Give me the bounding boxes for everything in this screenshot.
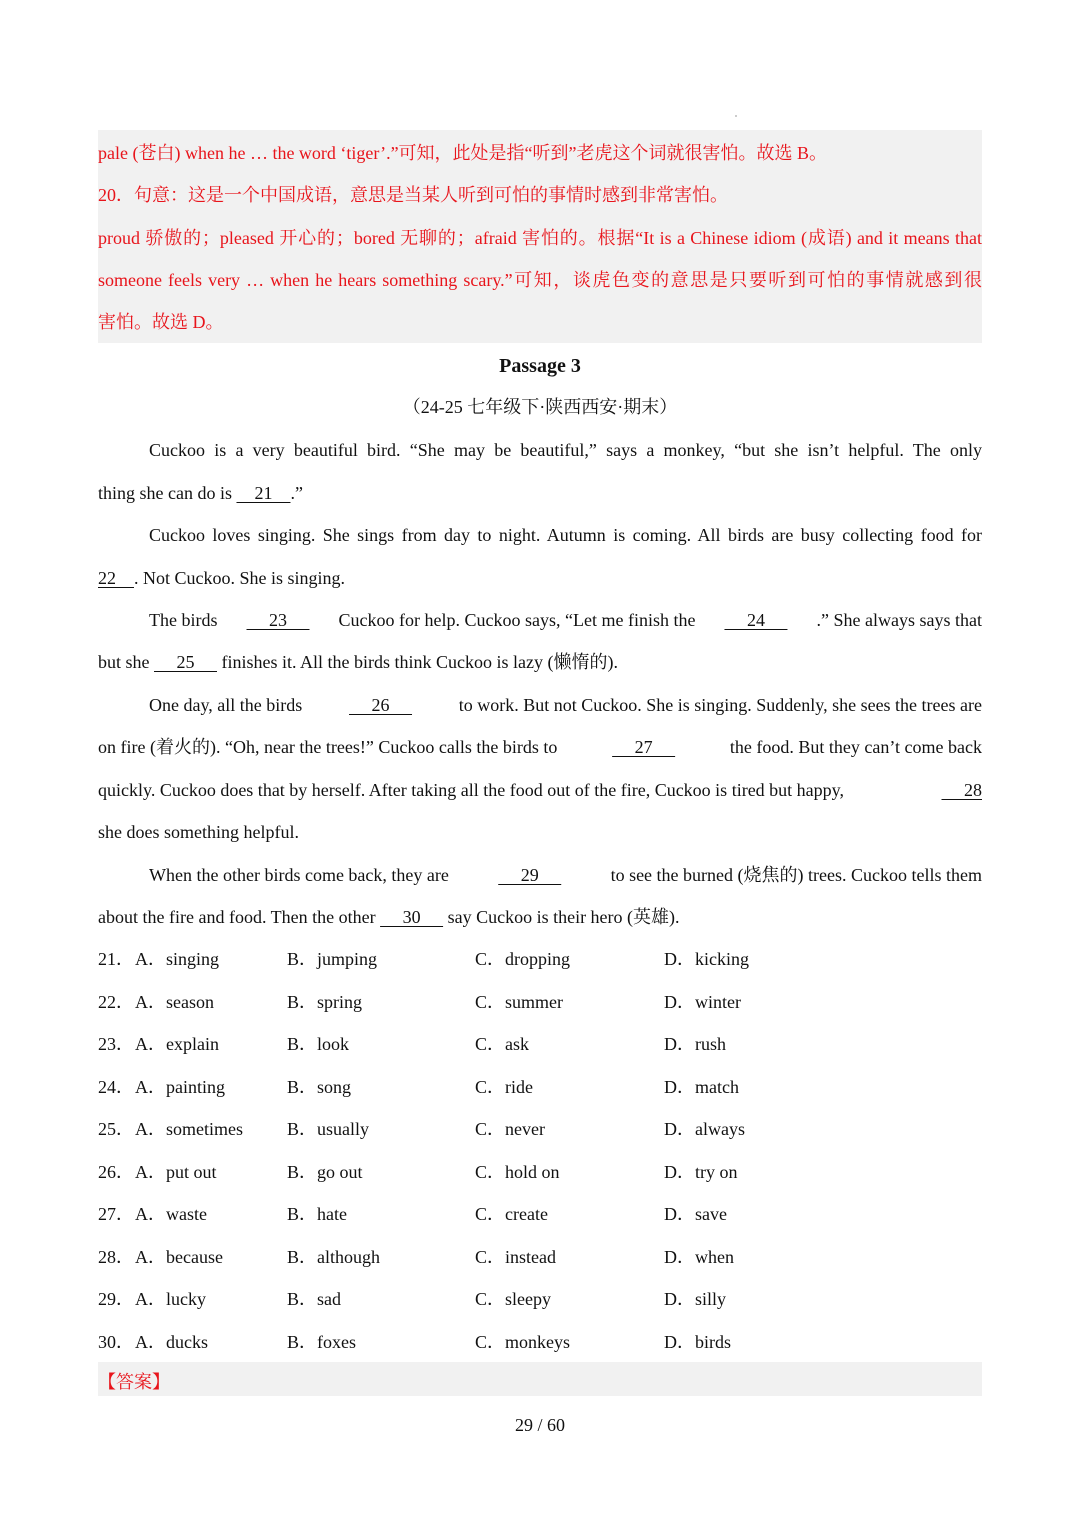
- blank-21: 21: [236, 483, 291, 503]
- option-a: A．season: [135, 992, 214, 1012]
- option-b: B．foxes: [287, 1332, 356, 1352]
- option-b: B．look: [287, 1034, 350, 1054]
- option-a: A．painting: [135, 1077, 225, 1097]
- passage-line: [149, 608, 982, 632]
- answer-label: 【答案】: [98, 1372, 170, 1392]
- question-row: [98, 947, 982, 971]
- question-number: 27．: [98, 1204, 134, 1224]
- option-a: A．lucky: [135, 1289, 206, 1309]
- option-b: B．hate: [287, 1204, 347, 1224]
- option-a: A．ducks: [135, 1332, 208, 1352]
- passage-line: [149, 863, 982, 887]
- option-d: D．silly: [664, 1289, 727, 1309]
- passage-text: When the other birds come back, they are: [149, 865, 449, 885]
- question-row: [98, 990, 982, 1014]
- option-b: B．go out: [287, 1162, 363, 1182]
- option-b: B．usually: [287, 1119, 370, 1139]
- passage-text: to work. But not Cuckoo. She is singing. Suddenly, she sees the trees are: [458, 695, 982, 715]
- option-d: D．rush: [664, 1034, 726, 1054]
- option-c: C．sleepy: [475, 1289, 551, 1309]
- option-a: A．sometimes: [135, 1119, 243, 1139]
- passage-text: The birds: [149, 610, 218, 630]
- analysis-line: 20．句意：这是一个中国成语，意思是当某人听到可怕的事情时感到非常害怕。: [98, 185, 728, 205]
- passage-line: Cuckoo loves singing. She sings from day to night. Autumn is coming. All birds are busy collecting food for: [149, 525, 982, 545]
- passage-text: to see the burned (烧焦的) trees. Cuckoo tells them: [610, 865, 982, 885]
- option-b: B．spring: [287, 992, 363, 1012]
- passage-text: about the fire and food. Then the other: [98, 907, 381, 927]
- option-a: A．explain: [135, 1034, 219, 1054]
- question-number: 30．: [98, 1332, 134, 1352]
- option-c: C．dropping: [475, 949, 571, 969]
- blank-28: 28: [941, 780, 982, 800]
- passage-source: （24-25 七年级下·陕西西安·期末）: [402, 397, 678, 417]
- option-c: C．monkeys: [475, 1332, 571, 1352]
- answer-section: [98, 1362, 982, 1396]
- option-a: A．because: [135, 1247, 223, 1267]
- passage-line: [98, 778, 982, 802]
- question-number: 21．: [98, 949, 134, 969]
- option-d: D．kicking: [664, 949, 749, 969]
- question-row: [98, 1287, 982, 1311]
- analysis-line: 害怕。故选 D。: [98, 312, 224, 332]
- option-b: B．song: [287, 1077, 352, 1097]
- passage-line: she does something helpful.: [98, 822, 299, 842]
- passage-text: but she: [98, 652, 154, 672]
- passage-line: [98, 650, 982, 674]
- option-c: C．instead: [475, 1247, 556, 1267]
- blank-23: 23: [246, 610, 310, 630]
- option-c: C．create: [475, 1204, 548, 1224]
- passage-text: .” She always says that: [816, 610, 982, 630]
- blank-30: 30: [380, 907, 444, 927]
- option-c: C．hold on: [475, 1162, 560, 1182]
- question-row: [98, 1202, 982, 1226]
- passage-text: say Cuckoo is their hero (英雄).: [443, 907, 680, 927]
- question-row: [98, 1330, 982, 1354]
- blank-27: 27: [612, 737, 676, 757]
- question-number: 28．: [98, 1247, 134, 1267]
- passage-text: Cuckoo for help. Cuckoo says, “Let me finish the: [338, 610, 696, 630]
- question-row: [98, 1032, 982, 1056]
- passage-line: Cuckoo is a very beautiful bird. “She may be beautiful,” says a monkey, “but she isn’t helpful. The only: [149, 440, 982, 460]
- blank-24: 24: [724, 610, 788, 630]
- question-number: 29．: [98, 1289, 134, 1309]
- passage-text: the food. But they can’t come back: [729, 737, 982, 757]
- analysis-line: proud 骄傲的；pleased 开心的；bored 无聊的；afraid 害怕的。根据“It is a Chinese idiom (成语) and it means that: [98, 228, 982, 248]
- question-row: [98, 1245, 982, 1269]
- passage-line: [149, 693, 982, 717]
- passage-text: on fire (着火的). “Oh, near the trees!” Cuckoo calls the birds to: [98, 737, 558, 757]
- option-b: B．jumping: [287, 949, 378, 969]
- option-c: C．summer: [475, 992, 563, 1012]
- question-number: 26．: [98, 1162, 134, 1182]
- blank-29: 29: [498, 865, 562, 885]
- analysis-line: someone feels very … when he hears something scary.”可知，谈虎色变的意思是只要听到可怕的事情就感到很: [98, 270, 982, 290]
- option-a: A．put out: [135, 1162, 217, 1182]
- passage-line: [98, 481, 982, 505]
- question-number: 25．: [98, 1119, 134, 1139]
- passage-text: finishes it. All the birds think Cuckoo is lazy (懒惰的).: [217, 652, 618, 672]
- passage-line: [98, 566, 982, 590]
- blank-25: 25: [154, 652, 217, 672]
- question-number: 23．: [98, 1034, 134, 1054]
- blank-22: 22: [98, 568, 134, 588]
- question-row: [98, 1160, 982, 1184]
- option-d: D．birds: [664, 1332, 731, 1352]
- passage-text: . Not Cuckoo. She is singing.: [134, 568, 346, 588]
- scan-speck: [735, 115, 737, 117]
- passage-line: [98, 905, 982, 929]
- question-number: 24．: [98, 1077, 134, 1097]
- question-row: [98, 1075, 982, 1099]
- option-d: D．when: [664, 1247, 734, 1267]
- option-b: B．although: [287, 1247, 380, 1267]
- option-d: D．winter: [664, 992, 741, 1012]
- option-d: D．try on: [664, 1162, 738, 1182]
- question-number: 22．: [98, 992, 134, 1012]
- blank-26: 26: [349, 695, 413, 715]
- passage-title: Passage 3: [499, 355, 581, 377]
- passage-text: thing she can do is: [98, 483, 237, 503]
- passage-line: [98, 735, 982, 759]
- option-d: D．always: [664, 1119, 745, 1139]
- passage-text: One day, all the birds: [149, 695, 303, 715]
- option-c: C．never: [475, 1119, 545, 1139]
- option-d: D．save: [664, 1204, 727, 1224]
- option-a: A．singing: [135, 949, 220, 969]
- option-a: A．waste: [135, 1204, 207, 1224]
- question-row: [98, 1117, 982, 1141]
- option-b: B．sad: [287, 1289, 341, 1309]
- analysis-line: pale (苍白) when he … the word ‘tiger’.”可知，此处是指“听到”老虎这个词就很害怕。故选 B。: [98, 143, 828, 163]
- option-c: C．ride: [475, 1077, 533, 1097]
- passage-text: quickly. Cuckoo does that by herself. After taking all the food out of the fire, Cuckoo is tired but happy,: [98, 780, 844, 800]
- option-d: D．match: [664, 1077, 739, 1097]
- page-number: 29 / 60: [514, 1415, 565, 1435]
- option-c: C．ask: [475, 1034, 529, 1054]
- passage-text: .”: [290, 483, 303, 503]
